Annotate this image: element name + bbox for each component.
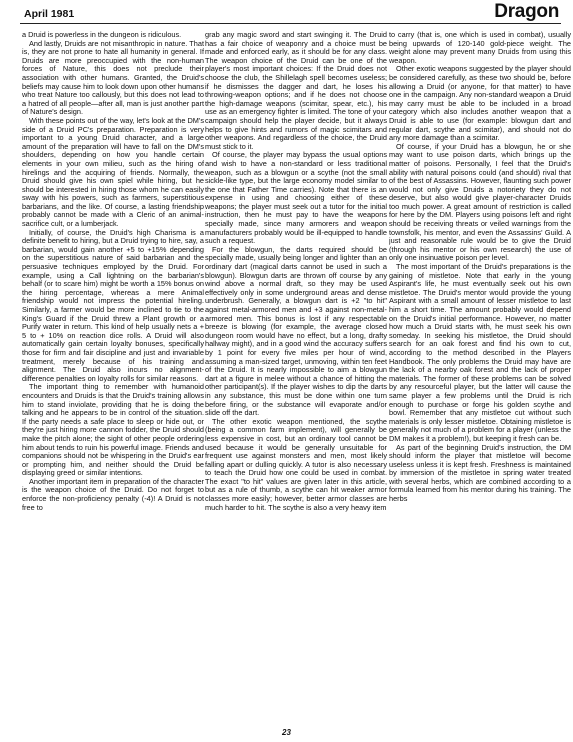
paragraph: Other exotic weapons suggested by the player should be considered carefully, as these two should be, before allowing a Druid (or anyone, for that matter) to have one in the campaign. Any non-standard weapon a Druid may carry must be able to be included in a broad category which also includes another weapon that a Druid is able to use (for example: blowgun dart and regular dart, scythe and scimitar), and should not do any more damage than a scimitar. (389, 64, 571, 143)
paragraph: a Druid is powerless in the dungeon is ridiculous. (22, 31, 182, 39)
paragraph: Initially, of course, the Druid's high Charisma is a definite benefit to hiring, but a Druid trying to hire, say, a barbarian, would gain another +5 to +15% depending on the superstitious nature of said barbarian and the persuasive techniques employed by the Druid. For example, using a Call lightning on the barbarian's behalf (or to scare him) might be worth a 15% bonus on the hiring percentage, whereas a mere Animal friendship would not impress the potential hireling. Similarly, a farmer would be more inclined to tie to the King's Guard if the Druid threw a Plant growth or a Purify water in return. This kind of help usually nets a + 5 to + 10% on reaction dice rolls. A Druid will also automatically gain certain loyalty bonuses, specifically those for firm and fair discipline and just and invariable treatment, merely because of his training and alignment. The Druid also incurs no alignment-difference penalties on loyalty rolls for similar reasons. (22, 227, 204, 383)
paragraph: Another important item in preparation of the character is the weapon choice of the Druid. Do not forget to enforce the non-proficiency penalty (-4)! A Druid is not free to (22, 476, 204, 512)
paragraph: Of course, if your Druid has a blowgun, he or she may want to use poison darts, which brings up the matter of poisons. Personally, I feel that the Druid's ability with natural poisons could (and should) rival that of the best of Assassins. However, flaunting such power would not only give Druids a notoriety they do not deserve, but also would give player-character Druids too much power. A great amount of restriction is called for here by the DM. Players using poisons left and right should be receiving threats or veiled warnings from the townsfolk, his mentor, and even the Assassins' Guild. A just and reasonable rule would be to give the Druid (through his mentor or his own research) the use of only one insinuative poison per level. (389, 141, 571, 263)
paragraph: The most important of the Druid's preparations is the gaining of mistletoe. Note that early in the young Aspirant's life, he must eventually seek out his own mistletoe. The Druid's mentor would provide the young Aspirant with a small amount of lesser mistletoe to last him a short time. The amount probably would depend on the Druid's initial performance. However, no matter how much a Druid starts with, he must seek his own someday. In seeking his mistletoe, the Druid should search for an oak forest and find his own to cut, according to the method described in the Players Handbook. The only problems the Druid may have are the lack of a nearby oak forest and the lack of proper materials. The former of these problems can be solved by any resourceful player, but the latter will cause the same player a few problems until the Druid is rich enough to purchase or forge his golden scythe and bowl. Remember that any mistletoe cut without such materials is only lesser mistletoe. Obtaining mistletoe is generally not much of a problem for a player (unless the DM makes it a problem!), but keeping it fresh can be. (389, 262, 571, 443)
paragraph: to carry (that is, one which is used in combat), usually being upwards of 120-140 gold-piece weight. The weight alone may prevent many Druids from using this weapon. (389, 31, 571, 65)
text-column-1 (22, 31, 204, 721)
text-column-2 (205, 31, 387, 721)
paragraph: And lastly, Druids are not misanthropic in nature. That is, they are not prone to hate all humanity in general. If Druids are more preoccupied with the non-human forces of Nature, this does not preclude their association with other humans. Granted, the Druid's beliefs may cause him to look down upon other humans who treat Nature too callously, but this does not lead to a hatred of all people—after all, man is just another part of Nature's design. (22, 38, 204, 117)
magazine-title: Dragon (494, 1, 559, 22)
paragraph: The other exotic weapon mentioned, the scythe (being a common farm implement), will generally be less expensive in cost, but an ordinary tool cannot be used because it would be generally unsuitable for frequent use against monsters and men, most likely falling apart or dulling quickly. A tutor is also necessary to teach the Druid how one could be used in combat. The exact "to hit" values are given later in this article, but as a rule of thumb, a scythe can hit weaker armor classes more easily; however, better armor classes are much harder to hit. The scythe is also a very heavy item (205, 416, 387, 512)
paragraph: The important thing to remember with humanoid encounters and Druids is that the Druid's training allows him to stand inviolate, providing that he is doing the talking and he appears to be in control of the situation. If the party needs a safe place to sleep or hide out, or they're just hiring more cannon fodder, the Druid should make the pitch alone; the sight of other people ordering him about tends to ruin his powerful image. Friends and companions should not be whispering in the Druid's ear or prompting him, and neither should the Druid be displaying greed or similar intentions. (22, 382, 204, 478)
paragraph: With these points out of the way, let's look at the DM's side of a Druid PC's preparation. Preparation is very important to a young Druid character, and a large amount of the preparation will have to fall on the DM's shoulders, depending on how you handle certain elements in your own milieu, such as the hiring of hirelings and the acquiring of friends. Normally, the Druid should give his own spiel while hiring, but he should be interested in hiring those whom he can easily sway with his powers, such as farmers, superstitious barbarians, and the like. Of course, a lasting friendship probably cannot be made with a Cleric of an animal-sacrifice cult, or a lumberjack. (22, 115, 204, 229)
page-number: 23 (282, 728, 291, 737)
paragraph: For the blowgun, the darts required should be specially made, usually being longer and lighter than an ordinary dart (magical darts cannot be used in such a blowgun). Blowgun darts are thrown off course by any wind above a normal draft, so they may be used effectively only in some underground areas and dense underbrush. Generally, a blowgun dart is +2 "to hit" against metal-armored men and +3 against non-metal-armored men. This bonus is lost if any respectable breeze is blowing (for example, the average closed dungeon room would have no effect, but a long, drafty hallway might), and in a good wind the accuracy suffers by 1 point for every five miles per hour of wind, assuming a man-sized target, unmoving, within ten feet of the Druid. It is nearly impossible to aim a blowgun dart at a figure in melee without a chance of hitting the other participant(s). If the player wishes to dip the darts in any substance, this must be done within one turn before firing, or the substance will evaporate and/or slide off the dart. (205, 244, 387, 418)
paragraph: As part of the beginning Druid's instruction, the DM should inform the player that mistletoe will become useless unless it is kept fresh. Freshness is maintained by immersion of the mistletoe in spring water treated with several herbs, which are combined according to a formula learned from his mentor during his training. The herbs (389, 442, 571, 504)
paragraph: grab any magic sword and start swinging it. The Druid has a fair choice of weaponry and a choice must be made and enforced early, as it should be for any class. The weapon choice of the Druid can be one of the player's most important choices: If the Druid does not choose the club, the Shillelagh spell becomes useless; if he dismisses the dagger and dart, he loses his throwing-weapon options; and if he does not choose the high-damage weapons (scimitar, spear, etc.), his use as an emergency fighter is limited. The tone of your campaign should help the player decide, but it always helps to give hints and rumors of magic scimitars and other weapons. And regardless of the choice, the Druid must stick to it. (205, 31, 387, 151)
paragraph: Of course, the player may bypass the usual options and wish to have a non-standard or less traditional weapon, such as a blowgun or a scythe (not the small sickle-like type, but the large economy model similar to the one that Father Time carries). Note that there is an expense in using and choosing either of these weapons; the player must seek out a tutor for the initial instruction, then he must pay to have the weapons specially made, since many armorers and weapon manufacturers probably would be ill-equipped to handle such a request. (205, 150, 387, 246)
issue-date: April 1981 (24, 8, 75, 20)
text-column-3 (389, 31, 571, 721)
header-rule (20, 23, 561, 24)
